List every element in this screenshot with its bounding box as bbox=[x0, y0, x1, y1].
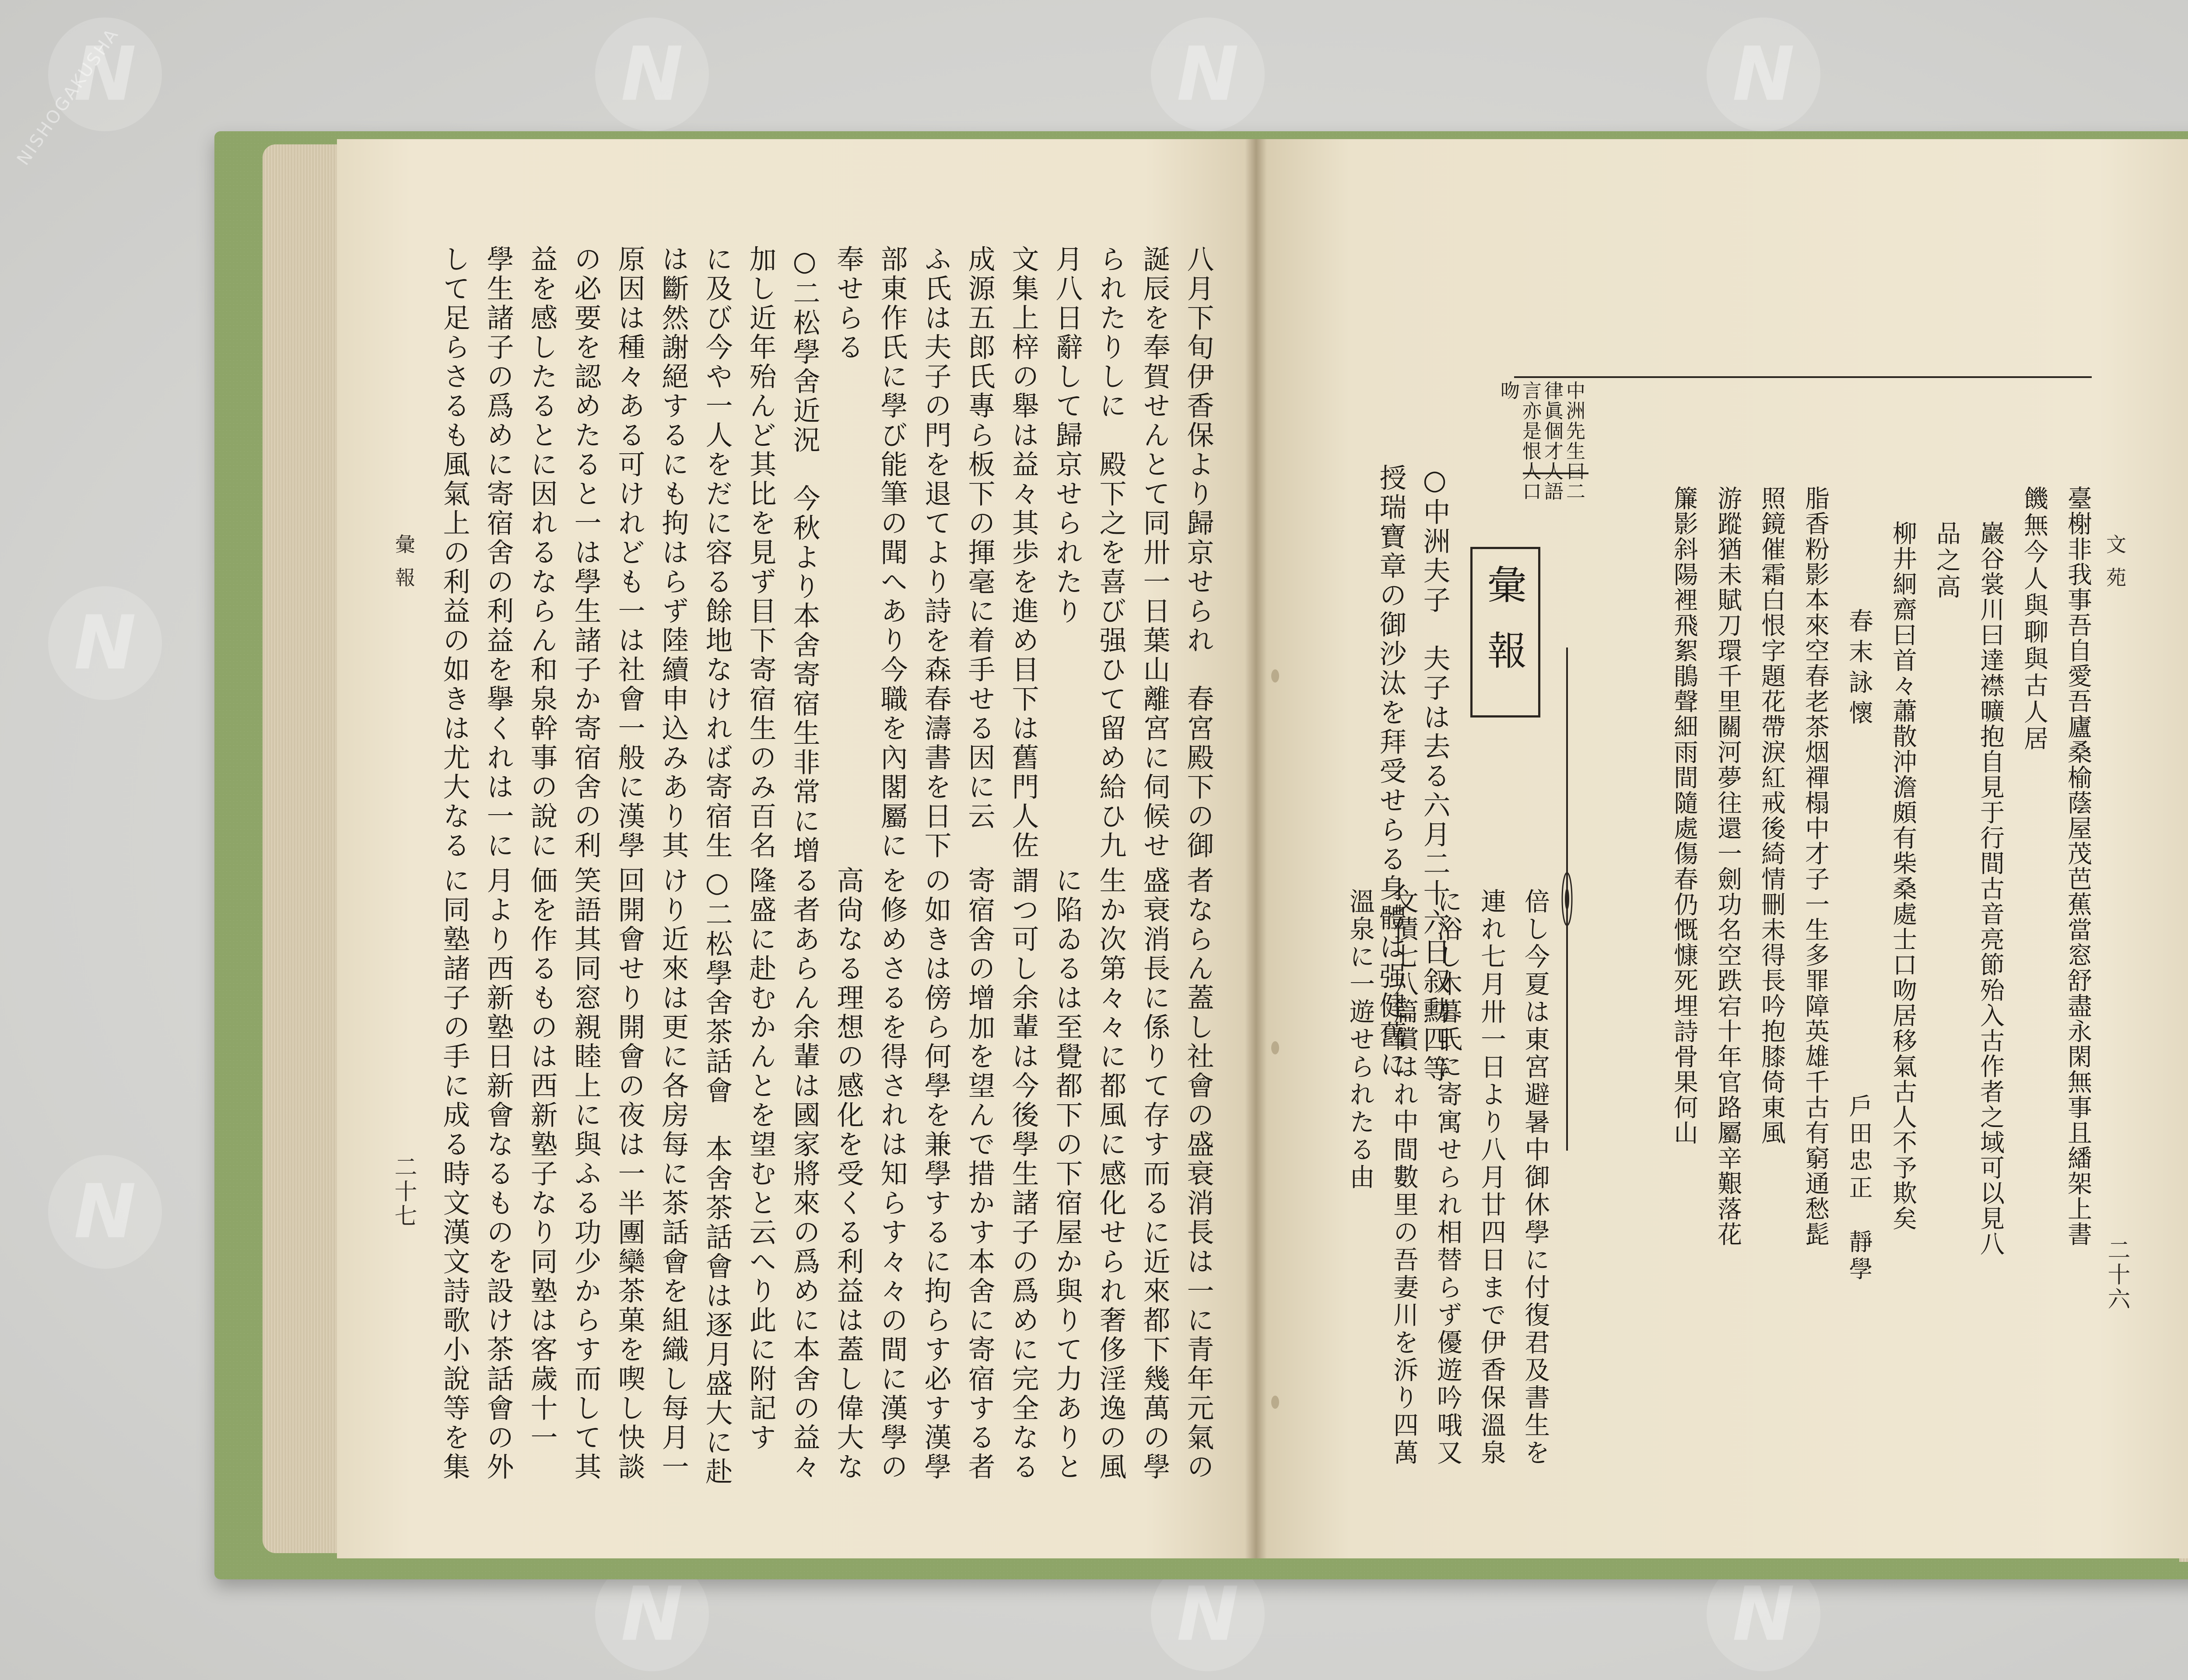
text-column: 価を作るものは西新塾子なり同塾は客歲十一 bbox=[526, 866, 558, 1452]
poem-line: 簾影斜陽裡飛絮鵑聲細雨間隨處傷春仍慨慷死埋詩骨果何山 bbox=[1670, 486, 1698, 1145]
watermark-logo-icon bbox=[1707, 18, 1820, 131]
text-column: る者あらん余輩は國家將來の爲めに本舍の益々 bbox=[789, 866, 820, 1482]
text-column: 者ならん蓋し社會の盛衰消長は一に青年元氣の bbox=[1182, 866, 1214, 1482]
text-column: 加し近年殆んど其比を見ず目下寄宿生のみ百名 bbox=[745, 245, 777, 861]
text-column: られたりしに 殿下之を喜び强ひて留め給ひ九 bbox=[1095, 245, 1127, 861]
text-column: 學生諸子の爲めに寄宿舍の利益を擧くれは一に bbox=[482, 245, 514, 861]
news-line: 授瑞寶章の御沙汰を拜受せらる身體は强健舊に bbox=[1375, 464, 1407, 1079]
text-column: の如きは傍ら何學を兼學するに拘らす必す漢學 bbox=[920, 866, 952, 1482]
text-column: 月より西新塾日新會なるものを設け茶話會の外 bbox=[482, 866, 514, 1482]
text-column: 謂つ可し余輩は今後學生諸子の爲めに完全なる bbox=[1007, 866, 1039, 1482]
text-column: の必要を認めたると一は學生諸子か寄宿舍の利 bbox=[570, 245, 602, 861]
commentary-line: 品之高 bbox=[1932, 521, 1961, 601]
top-rule bbox=[1514, 376, 2092, 378]
poem-line: 脂香粉影本來空春老茶烟禪榻中才子一生多罪障英雄千古有窮通愁髭 bbox=[1801, 486, 1830, 1247]
watermark-label: NISHOGAKUSHA bbox=[13, 24, 123, 169]
text-column: けり近來は更に各房每に茶話會を組織し每月一 bbox=[657, 866, 689, 1482]
text-column: して足らさるも風氣上の利益の如きは尤大なる bbox=[438, 245, 470, 861]
text-column: 盛衰消長に係りて存す而るに近來都下幾萬の學 bbox=[1139, 866, 1171, 1482]
text-column: 高尙なる理想の感化を受くる利益は蓋し偉大な bbox=[832, 866, 864, 1482]
text-column: 笑語其同窓親睦上に與ふる功少からす而して其 bbox=[570, 866, 602, 1482]
news-line: 文債七八篇償はれ中間數里の吾妻川を泝り四萬 bbox=[1389, 888, 1419, 1467]
text-column: 八月下旬伊香保より歸京せられ 春宮殿下の御 bbox=[1182, 245, 1214, 861]
watermark-logo-icon bbox=[1151, 18, 1265, 131]
text-column: 回開會せり開會の夜は一半團欒茶菓を喫し快談 bbox=[614, 866, 645, 1482]
news-line: 溫泉に一遊せられたる由 bbox=[1345, 888, 1375, 1191]
text-column: ○二松學舍茶話會 本舍茶話會は逐月盛大に赴 bbox=[701, 866, 733, 1487]
divider-ornament bbox=[1561, 648, 1573, 1151]
text-column: を修めさるを得されは知らす々々の間に漢學の bbox=[876, 866, 908, 1482]
text-column: 部東作氏に學び能筆の聞へあり今職を內閣屬に bbox=[876, 245, 908, 861]
headnote-line: 中洲先生曰二 bbox=[1563, 381, 1585, 501]
text-column: 奉せらる bbox=[832, 245, 864, 362]
text-column: ふ氏は夫子の門を退てより詩を森春濤書を日下 bbox=[920, 245, 952, 861]
news-line: 連れ七月卅一日より八月廿四日まで伊香保溫泉 bbox=[1476, 888, 1506, 1467]
book-gutter bbox=[1245, 139, 1267, 1558]
text-column: に陷ゐるは至覺都下の下宿屋か與りて力ありと bbox=[1051, 866, 1083, 1482]
text-column: 月八日辭して歸京せられたり bbox=[1051, 245, 1083, 626]
text-column: 原因は種々ある可けれども一は社會一般に漢學 bbox=[614, 245, 645, 861]
left-page-header: 彙報 bbox=[392, 534, 416, 600]
news-line: ○中洲夫子 夫子は去る六月二十六日叙勳四等 bbox=[1419, 464, 1451, 1084]
text-column: 生か次第々々に都風に感化せられ奢侈淫逸の風 bbox=[1095, 866, 1127, 1482]
text-column: 成源五郎氏專ら板下の揮毫に着手せる因に云 bbox=[964, 245, 996, 831]
headnote-line: 言亦是恨人口 bbox=[1519, 381, 1541, 501]
news-line: 倍し今夏は東宮避暑中御休學に付復君及書生を bbox=[1520, 888, 1550, 1467]
text-column: は斷然謝絕するにも拘はらず陸續申込みあり其 bbox=[657, 245, 689, 861]
watermark-logo-icon bbox=[595, 18, 709, 131]
commentary-line: 巖谷裳川曰達襟曠抱自見于行間古音亮節殆入古作者之域可以見八 bbox=[1976, 521, 2005, 1256]
text-column: ○二松學舍近況 今秋より本舍寄宿生非常に增 bbox=[789, 245, 820, 865]
poem-line: 照鏡催霜白恨字題花帶淚紅戒後綺情刪未得長吟抱膝倚東風 bbox=[1757, 486, 1786, 1145]
text-column: 隆盛に赴むかんとを望むと云へり此に附記す bbox=[745, 866, 777, 1452]
poem-line: 游蹤猶未賦刀環千里關河夢往還一劍功名空跌宕十年官路屬辛艱落花 bbox=[1714, 486, 1742, 1247]
text-column: に及び今や一人をだに容る餘地なければ寄宿生 bbox=[701, 245, 733, 861]
poem-line: 饑無今人與聊與古人居 bbox=[2020, 486, 2048, 752]
right-page-header: 文苑 bbox=[2103, 534, 2127, 600]
section-title: 彙報 bbox=[1480, 564, 1526, 696]
right-page-number: 二十六 bbox=[2104, 1238, 2130, 1312]
watermark-logo-icon bbox=[48, 586, 162, 700]
text-column: に同塾諸子の手に成る時文漢文詩歌小說等を集 bbox=[438, 866, 470, 1482]
headnote-line: 吻 bbox=[1497, 381, 1519, 401]
poem-title: 春末詠懷 bbox=[1845, 608, 1873, 731]
text-column: 寄宿舍の增加を望んで措かす本舍に寄宿する者 bbox=[964, 866, 996, 1482]
poem-line: 臺榭非我事吾自愛吾廬桑榆蔭屋茂芭蕉當窓舒盡永閑無事且繙架上書 bbox=[2064, 486, 2092, 1247]
text-column: 文集上梓の舉は益々其歩を進め目下は舊門人佐 bbox=[1007, 245, 1039, 861]
text-column: 誕辰を奉賀せんとて同卅一日葉山離宮に伺候せ bbox=[1139, 245, 1171, 861]
watermark-logo-icon bbox=[48, 1155, 162, 1269]
left-page-number: 二十七 bbox=[390, 1155, 417, 1228]
text-column: 益を感したるとに因れるならん和泉幹事の說に bbox=[526, 245, 558, 861]
headnote-line: 律眞個才人語 bbox=[1541, 381, 1563, 501]
poem-author: 戶田忠正 靜學 bbox=[1845, 1094, 1873, 1284]
commentary-line: 柳井絅齋曰首々蕭散沖澹頗有柴桑處士口吻居移氣古人不予欺矣 bbox=[1889, 521, 1917, 1231]
news-line: に浴し木暮氏に寄寓せられ相替らず優遊吟哦又 bbox=[1433, 888, 1462, 1467]
